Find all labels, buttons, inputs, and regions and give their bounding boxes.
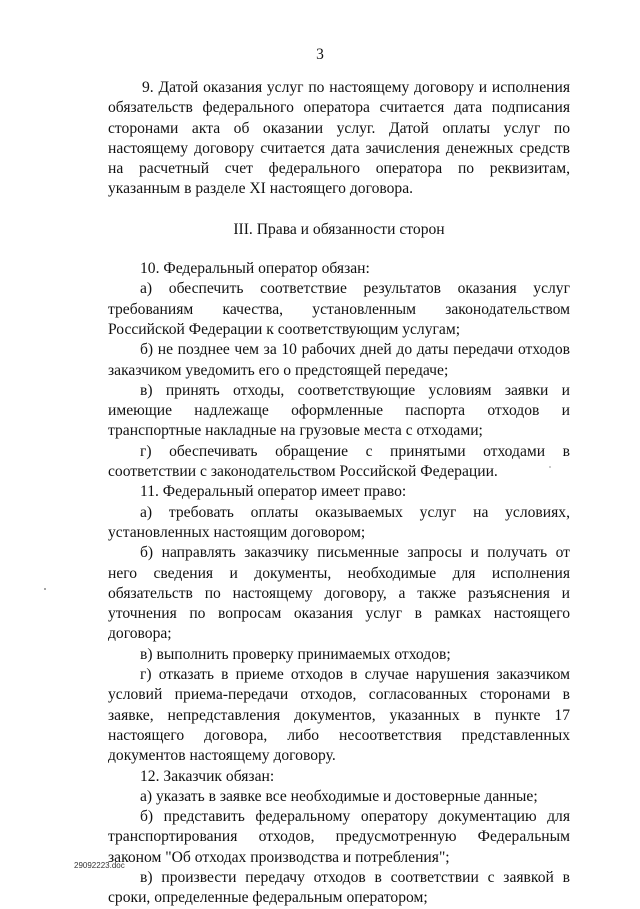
paragraph-9: 9. Датой оказания услуг по настоящему договору и исполнения обязательств федерального оператора считается дата подписания сторонами акта об оказании услуг. Датой оплаты услуг по настоящему договору считается дата зачисления денежных средств на расчетный счет федерального оператора по реквизитам, указанным в разделе XI настоящего договора. (108, 79, 570, 198)
paragraph-10b: б) не позднее чем за 10 рабочих дней до даты передачи отходов заказчиком уведомить его о предстоящей передаче; (108, 341, 570, 379)
paragraph-11: 11. Федеральный оператор имеет право: (140, 483, 407, 501)
document-body (108, 78, 570, 909)
paragraph-11a: а) требовать оплаты оказываемых услуг на условиях, установленных настоящим договором; (108, 503, 570, 541)
paragraph-12c: в) произвести передачу отходов в соответствии с заявкой в сроки, определенные федеральным оператором; (108, 868, 570, 907)
paragraph-11c: в) выполнить проверку принимаемых отходов; (140, 645, 451, 663)
paragraph-11d: г) отказать в приеме отходов в случае нарушения заказчиком условий приема-передачи отходов, согласованных сторонами в заявке, непредставления документов, указанных в пункте 17 настоящего договора, либо несоответствия представленных документов настоящему договору. (108, 666, 570, 765)
paragraph-10c: в) принять отходы, соответствующие условиям заявки и имеющие надлежаще оформленные паспорта отходов и транспортные накладные на грузовые места с отходами; (108, 381, 570, 440)
paragraph-10d: г) обеспечивать обращение с принятыми отходами в соответствии с законодательством Российской Федерации. (108, 442, 570, 481)
paragraph-12b: б) представить федеральному оператору документацию для транспортирования отходов, предусмотренную Федеральным законом "Об отходах производства и потребления"; (108, 808, 570, 866)
scan-speck (44, 588, 46, 590)
scan-speck (549, 466, 551, 468)
paragraph-12: 12. Заказчик обязан: (140, 767, 275, 785)
page-number: 3 (316, 46, 324, 63)
paragraph-12a: а) указать в заявке все необходимые и достоверные данные; (140, 787, 538, 805)
paragraph-10a: а) обеспечить соответствие результатов оказания услуг требованиям качества, установленным законодательством Российской Федерации к соответствующим услугам; (108, 280, 570, 338)
section-heading: III. Права и обязанности сторон (233, 220, 445, 238)
paragraph-11b: б) направлять заказчику письменные запросы и получать от него сведения и документы, необходимые для исполнения обязательств по настоящему договору, а также разъяснения и уточнения по вопросам оказания услуг в рамках настоящего договора; (108, 544, 570, 643)
paragraph-10: 10. Федеральный оператор обязан: (140, 260, 370, 278)
file-name-footer: 29092223.doc (74, 861, 125, 870)
